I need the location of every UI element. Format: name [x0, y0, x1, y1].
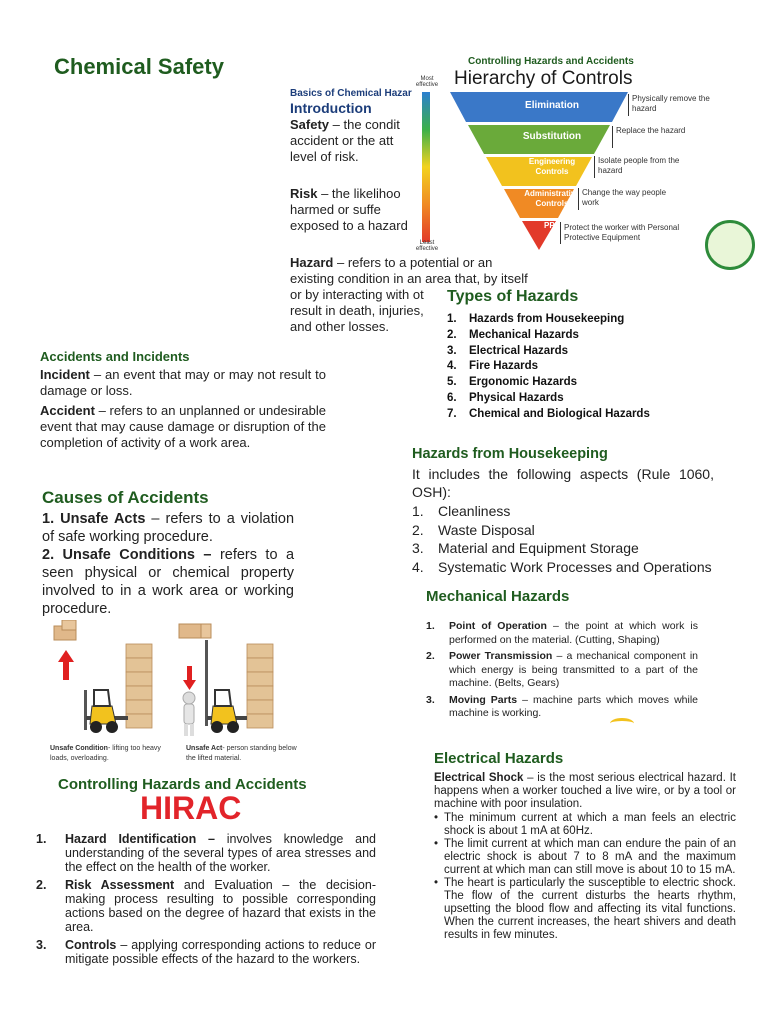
unsafe-condition-term: Unsafe Condition: [50, 745, 108, 752]
safety-definition: [290, 117, 415, 165]
hierarchy-title: Hierarchy of Controls: [454, 68, 633, 89]
administrative-desc: Change the way people work: [582, 188, 667, 207]
housekeeping-intro: It includes the following aspects (Rule 1060, OSH):: [412, 466, 714, 500]
safety-line-1: – the condit: [332, 117, 400, 132]
decorative-arc: [610, 718, 634, 729]
electrical-bullet: • The heart is particularly the susceptible to electric shock. The flow of the current disturbs the hearts rhythm, upsetting the blood flow and affecting its vital functions. When the current increases, the heart shivers and death results in few minutes.: [434, 877, 736, 941]
accident-definition: [40, 403, 326, 451]
mechanical-heading: Mechanical Hazards: [426, 588, 570, 605]
accident-text: – refers to an unplanned or undesirable event that may cause damage or disruption of the completion of activity of a work area.: [40, 403, 326, 450]
electrical-shock-text: – is the most serious electrical hazard. It happens when a worker touched a live wire, or by a tool or machine with poor insulation.: [434, 772, 737, 810]
hirac-list: [36, 832, 376, 966]
unsafe-conditions-text: refers to a seen physical or chemical property involved to in a work area or working procedure.: [42, 547, 295, 617]
elimination-label: Elimination: [525, 100, 579, 111]
types-item: 4. Fire Hazards: [447, 360, 539, 373]
risk-term: Risk: [290, 186, 318, 201]
incident-term: Incident: [40, 367, 90, 382]
ppe-desc: Protect the worker with Personal Protective Equipment: [564, 223, 680, 242]
electrical-heading: Electrical Hazards: [434, 750, 564, 767]
controlling-heading: Controlling Hazards and Accidents: [58, 776, 307, 793]
unsafe-act-illustration: [175, 620, 285, 738]
housekeeping-item: 3. Material and Equipment Storage: [412, 540, 639, 557]
risk-line-2: harmed or suffe: [290, 202, 381, 217]
hirac-item: 3. Controls – applying corresponding actions to reduce or mitigate possible effects of the hazard to the workers.: [36, 938, 376, 966]
types-item: 3. Electrical Hazards: [447, 344, 569, 357]
accident-term: Accident: [40, 403, 95, 418]
page-title: Chemical Safety: [54, 54, 224, 79]
hazard-line-1: – refers to a potential or an: [336, 255, 493, 270]
housekeeping-item: 4. Systematic Work Processes and Operations: [412, 558, 712, 575]
engineering-bracket: [594, 156, 597, 178]
unsafe-condition-caption: [50, 744, 170, 764]
substitution-bracket: [612, 126, 615, 148]
mechanical-item: 2. Power Transmission – a mechanical component in which energy is being transmitted to a part of the machine. (Belts, Gears): [426, 650, 699, 689]
engineering-desc: Isolate people from the hazard: [598, 156, 680, 175]
causes-heading: Causes of Accidents: [42, 488, 209, 507]
types-heading: Types of Hazards: [447, 288, 579, 305]
unsafe-conditions-term: 2. Unsafe Conditions –: [42, 547, 212, 563]
effectiveness-gradient-bar: [422, 92, 430, 242]
causes-list: [42, 510, 294, 618]
types-item: 1. Hazards from Housekeeping: [447, 313, 625, 325]
seal-logo: [705, 220, 755, 270]
safety-line-2: accident or the att: [290, 133, 394, 148]
unsafe-condition-caption-text: - lifting too heavy loads, overloading.: [50, 745, 161, 762]
hirac-item: 2. Risk Assessment and Evaluation – the decision-making process resulting to possible corresponding actions based on the degree of hazard that exists in the area.: [36, 878, 376, 934]
administrative-label: Administrative Controls: [524, 189, 580, 208]
types-item: 6. Physical Hazards: [447, 391, 564, 404]
hazard-line-2: existing condition in an area that, by itself: [290, 271, 528, 286]
unsafe-act-caption: [186, 744, 306, 764]
electrical-bullet: • The limit current at which man can endure the pain of an electric shock is about 7 to 8 mA and the maximum current at which man can still move is about 10 to 15 mA.: [434, 838, 736, 876]
safety-term: Safety: [290, 117, 330, 132]
unsafe-acts-text: – refers to a violation of safe working procedure.: [42, 511, 295, 545]
electrical-shock-term: Electrical Shock: [434, 772, 524, 784]
housekeeping-item: 1. Cleanliness: [412, 503, 511, 519]
ppe-bracket: [560, 222, 563, 244]
unsafe-act-term: Unsafe Act: [186, 745, 223, 752]
substitution-desc: Replace the hazard: [616, 126, 686, 135]
elimination-bracket: [628, 94, 631, 116]
hazard-term: Hazard: [290, 255, 334, 270]
incident-definition: [40, 367, 326, 399]
hirac-item: 1. Hazard Identification – involves knowledge and understanding of the several types of area stresses and the effect on the health of the worker.: [36, 832, 376, 874]
hirac-title: HIRAC: [140, 790, 242, 826]
most-effective-label: Most effective: [415, 76, 439, 88]
housekeeping-item: 2. Waste Disposal: [412, 521, 535, 538]
hazard-line-3: or by interacting with ot: [290, 287, 424, 302]
engineering-label: Engineering Controls: [528, 157, 576, 176]
hazard-line-5: and other losses.: [290, 319, 390, 334]
accidents-heading: Accidents and Incidents: [40, 349, 190, 364]
hazard-line-4: result in death, injuries,: [290, 303, 424, 318]
mechanical-item: 3. Moving Parts – machine parts which moves while machine is working.: [426, 693, 698, 719]
risk-line-1: – the likelihoo: [321, 186, 401, 201]
hierarchy-caption: Controlling Hazards and Accidents: [468, 56, 634, 67]
safety-line-3: level of risk.: [290, 149, 359, 164]
types-item: 5. Ergonomic Hazards: [447, 376, 577, 389]
housekeeping-heading: Hazards from Housekeeping: [412, 446, 608, 462]
unsafe-act-caption-text: - person standing below the lifted material.: [186, 745, 297, 762]
least-effective-label: Least effective: [415, 240, 439, 252]
administrative-bracket: [578, 188, 581, 210]
ppe-label: PPE: [543, 221, 560, 230]
electrical-shock-definition: [434, 772, 736, 811]
risk-definition: [290, 186, 415, 234]
incident-text: – an event that may or may not result to damage or loss.: [40, 367, 326, 398]
mechanical-item: 1. Point of Operation – the point at which work is performed on the material. (Cutting, Shaping): [426, 620, 699, 646]
types-item: 2. Mechanical Hazards: [447, 328, 579, 341]
mechanical-list: [426, 620, 698, 721]
unsafe-acts-term: 1. Unsafe Acts: [42, 511, 146, 527]
basics-label: Basics of Chemical Hazar: [290, 88, 412, 99]
elimination-desc: Physically remove the hazard: [632, 94, 710, 113]
unsafe-condition-illustration: [50, 620, 160, 738]
electrical-bullet: • The minimum current at which a man feels an electric shock is about 1 mA at 60Hz.: [434, 812, 736, 837]
types-list: [447, 312, 650, 423]
substitution-label: Substitution: [522, 131, 582, 142]
electrical-bullets: [434, 812, 736, 942]
risk-line-3: exposed to a hazard: [290, 218, 408, 233]
types-item: 7. Chemical and Biological Hazards: [447, 407, 650, 420]
housekeeping-list: [412, 502, 712, 576]
hierarchy-of-controls-figure: [412, 54, 732, 254]
intro-heading: Introduction: [290, 100, 372, 116]
